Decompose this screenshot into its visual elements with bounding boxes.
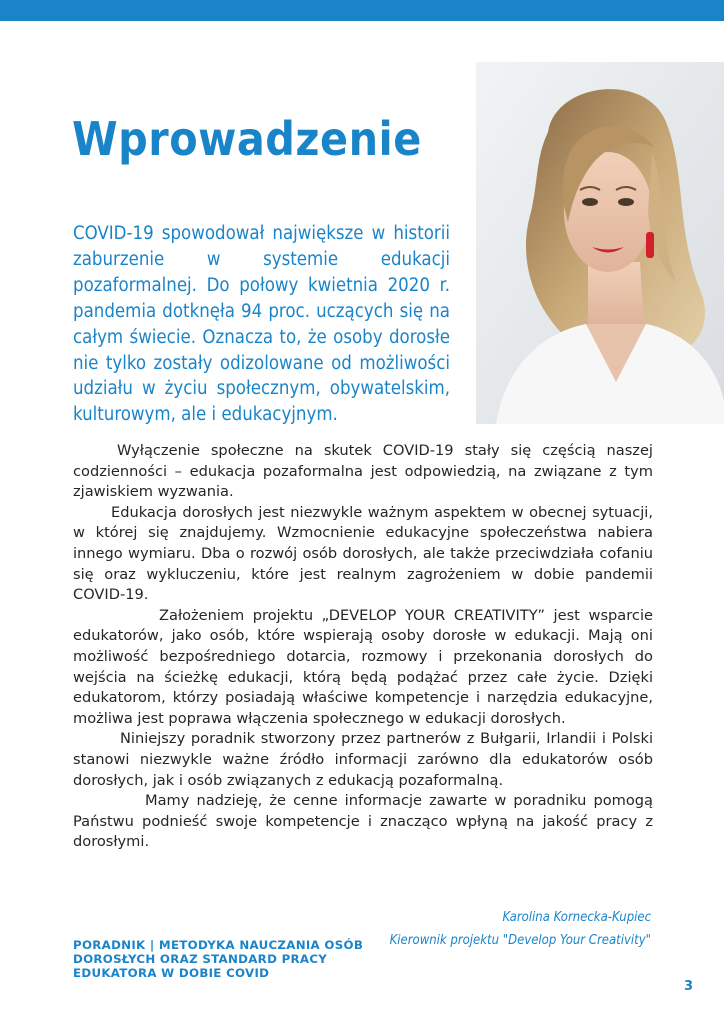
body-paragraph: Mamy nadzieję, że cenne informacje zawarte w poradniku pomogą Państwu podnieść swoje kompetencje i znacząco wpłyną na jakość pracy z dorosłymi. — [73, 792, 653, 851]
author-photo — [476, 62, 724, 424]
body-paragraph: Założeniem projektu „DEVELOP YOUR CREATIVITY” jest wsparcie edukatorów, jako osób, które wspierają osoby dorosłe w edukacji. Mają oni możliwość bezpośredniego dotarcia, rozmowy i przekonania dorosłych do wejścia na ścieżkę edukacji, którą będą podążać przez całe życie. Dzięki edukatorom, którzy posiadają właściwe kompetencje i narzędzia edukacyjne, możliwa jest poprawa włączenia społecznego w edukacji dorosłych. — [73, 606, 653, 727]
body-paragraph: Wyłączenie społeczne na skutek COVID-19 stały się częścią naszej codzienności – edukacja pozaformalna jest odpowiedzią, na związane z tym zjawiskiem wyzwania. — [73, 442, 653, 501]
body-text — [73, 441, 653, 853]
footer-publication-title: PORADNIK | METODYKA NAUCZANIA OSÓB DOROSŁYCH ORAZ STANDARD PRACY EDUKATORA W DOBIE COVID — [73, 938, 364, 980]
page-title: Wprowadzenie — [72, 112, 422, 166]
body-paragraph: Niniejszy poradnik stworzony przez partnerów z Bułgarii, Irlandii i Polski stanowi niezwykle ważne źródło informacji zarówno dla edukatorów osób dorosłych, jak i osób związanych z edukacją pozaformalną. — [73, 730, 653, 789]
signature-role: Kierownik projektu "Develop Your Creativity" — [389, 933, 651, 948]
body-paragraph: Edukacja dorosłych jest niezwykle ważnym aspektem w obecnej sytuacji, w której się znajdujemy. Wzmocnienie edukacyjne społeczeństwa nabiera innego wymiaru. Dba o rozwój osób dorosłych, ale także przeciwdziała cofaniu się oraz wykluczeniu, które jest realnym zagrożeniem w dobie pandemii COVID-19. — [73, 503, 653, 604]
signature-name: Karolina Kornecka-Kupiec — [502, 910, 651, 925]
signature — [390, 906, 651, 952]
top-accent-bar — [0, 0, 724, 21]
page-number: 3 — [684, 979, 694, 994]
lead-paragraph: COVID-19 spowodował największe w historii zaburzenie w systemie edukacji pozaformalnej. Do połowy kwietnia 2020 r. pandemia dotknęła 94 proc. uczących się na całym świecie. Oznacza to, że osoby dorosłe nie tylko zostały odizolowane od możliwości udziału w życiu społecznym, obywatelskim, kulturowym, ale i edukacyjnym. — [73, 223, 450, 426]
